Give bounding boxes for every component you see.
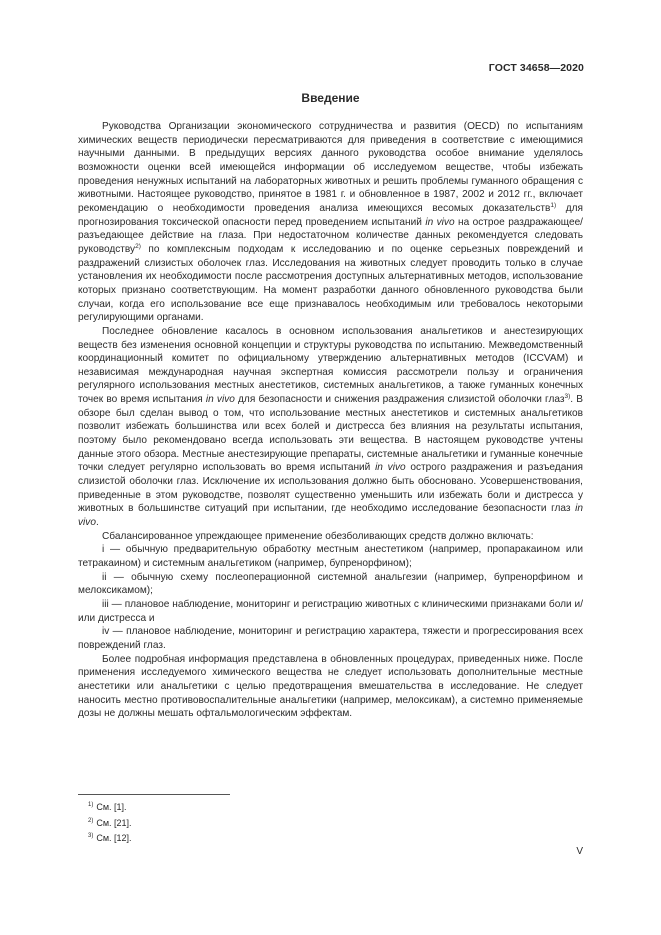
footnote bbox=[88, 831, 132, 847]
footnote-text: См. [1]. bbox=[96, 802, 127, 812]
footnote bbox=[88, 800, 132, 816]
paragraph bbox=[78, 530, 583, 544]
text-segment: iv — плановое наблюдение, мониторинг и регистрацию характера, тяжести и прогрессирования всех повреждений глаз. bbox=[78, 626, 583, 651]
text-segment: острого раздражения и разъедания слизистой оболочки глаз. Исключение их использования должно быть обосновано. Усовершенствования, приведенные в этом руководстве, позволят существенно уменьшить или избежать боли и дистресса у животных в большинстве ситуаций при испытании, где необходимо исследование безопасности глаз bbox=[78, 462, 583, 515]
body-text bbox=[78, 120, 583, 721]
footnote-text: См. [21]. bbox=[96, 817, 132, 828]
paragraph bbox=[78, 653, 583, 721]
paragraph bbox=[78, 625, 583, 652]
text-segment: in vivo bbox=[375, 462, 406, 474]
text-segment: Более подробная информация представлена в обновленных процедурах, приведенных ниже. После применения исследуемого химического вещества не следует использовать дополнительные местные анестетики или анальгетики с целью предотвращения вмешательства в исследование. Не следует наносить местно противовоспалительные анальгетики (например, мелоксикам), а системно применяемые дозы не должны мешать офтальмологическим эффектам. bbox=[78, 653, 583, 720]
standard-header: ГОСТ 34658—2020 bbox=[488, 62, 584, 74]
footnote-text: См. [12]. bbox=[96, 833, 132, 843]
paragraph bbox=[78, 543, 583, 570]
text-segment: iii — плановое наблюдение, мониторинг и регистрацию животных с клиническими признаками боли и/или дистресса и bbox=[78, 598, 583, 624]
text-segment: по комплексным подходам к исследованию и по оценке серьезных повреждений и раздражений слизистых оболочек глаз. Исследования на животных следует проводить только в случае установления их необходимости после рассмотрения доступных альтернативных методов, использование которых признано соответствующим. На момент разработки данного обновленного руководства были случаи, когда его использование все еще признавалось необходимым или требовалось некоторыми регулирующими органами. bbox=[78, 243, 583, 324]
text-segment: ii — обычную схему послеоперационной системной анальгезии (например, бупренорфином и мелоксикамом); bbox=[78, 571, 583, 597]
section-title: Введение bbox=[301, 91, 360, 105]
paragraph bbox=[78, 598, 583, 625]
text-segment: in vivo bbox=[205, 394, 235, 406]
text-segment: in vivo bbox=[78, 503, 583, 529]
text-segment: i — обычную предварительную обработку местным анестетиком (например, пропаракаином или тетракаином) и системным анальгетиком (например, бупренорфином); bbox=[78, 544, 583, 569]
footnote-mark: 2) bbox=[88, 817, 94, 824]
text-segment: . bbox=[95, 517, 99, 529]
text-segment: для безопасности и снижения раздражения слизистой оболочки глаз bbox=[234, 394, 565, 406]
footnote-mark: 3) bbox=[88, 833, 94, 839]
text-segment: для прогнозирования токсической опасности перед проведением испытаний bbox=[78, 202, 583, 228]
footnote-divider bbox=[78, 794, 230, 795]
footnote-ref: 3) bbox=[564, 393, 571, 401]
text-segment: . В обзоре был сделан вывод о том, что использование местных анестетиков и системных анальгетиков позволит избежать большинства или всех болей и дистресса без влияния на результаты испытания, поэтому было рекомендовано всегда использовать эти вещества. В настоящем руководстве учтены данные этого обзора. Местные анестезирующие препараты, системные анальгетики и гуманные конечные точки следует регулярно использовать во время испытаний bbox=[78, 394, 583, 474]
footnotes bbox=[88, 800, 132, 847]
text-segment: Последнее обновление касалось в основном использования анальгетиков и анестезирующих веществ без изменения основной концепции и структуры руководства по испытанию. Межведомственный координационный комитет по официальному утверждению альтернативных методов (ICCVAM) и независимая международная научная экспертная комиссия рассмотрели пользу и ограничения регулярного использования местных анестетиков, системных анальгетиков, а также гуманных конечных точек во время испытания bbox=[78, 325, 583, 406]
footnote bbox=[88, 816, 132, 832]
paragraph bbox=[78, 325, 583, 530]
paragraph bbox=[78, 571, 583, 598]
text-segment: Руководства Организации экономического сотрудничества и развития (OECD) по испытаниям химических веществ периодически пересматриваются для приведения в соответствие с имеющимися научными данными. В предыдущих версиях данного руководства особое внимание уделялось возможности оценки всей имеющейся информации об исследуемом веществе, чтобы избежать проведения ненужных испытаний на лабораторных животных и решить проблемы гуманного обращения с животными. Настоящее руководство, принятое в 1981 г. и обновленное в 1987, 2002 и 2012 гг., включает рекомендацию о необходимости проведения анализа имеющихся весомых доказательств bbox=[78, 121, 583, 214]
paragraph bbox=[78, 120, 583, 325]
footnote-ref: 1) bbox=[550, 201, 557, 209]
footnote-ref: 2) bbox=[135, 242, 141, 250]
page-number: V bbox=[576, 846, 583, 857]
text-segment: in vivo bbox=[425, 216, 455, 228]
text-segment: Сбалансированное упреждающее применение обезболивающих средств должно включать: bbox=[102, 530, 534, 542]
footnote-mark: 1) bbox=[88, 802, 94, 808]
text-segment: на острое раздражающее/разъедающее действие на глаза. При недостаточном количестве данных рекомендуется следовать руководству bbox=[78, 216, 583, 255]
